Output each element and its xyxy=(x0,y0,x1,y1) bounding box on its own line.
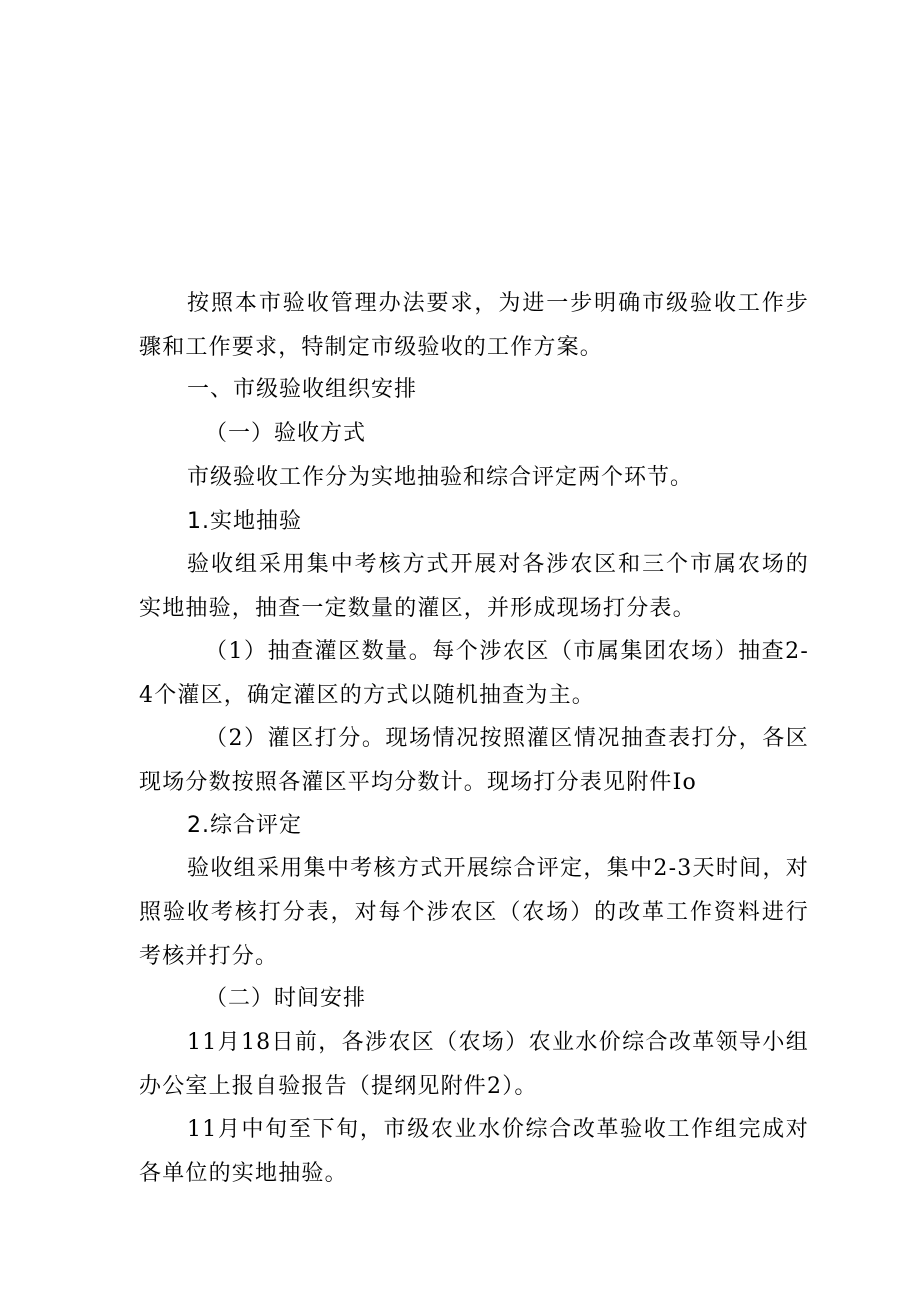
item-heading-1: 1.实地抽验 xyxy=(187,509,302,534)
intro-paragraph: 按照本市验收管理办法要求，为进一步明确市级验收工作步骤和工作要求，特制定市级验收的工作方案。 xyxy=(139,291,809,360)
schedule-paragraph-1: 11月18日前，各涉农区（农场）农业水价综合改革领导小组办公室上报自验报告（提纲见附件2）。 xyxy=(139,1030,809,1099)
item-body-1: 验收组采用集中考核方式开展对各涉农区和三个市属农场的实地抽验，抽查一定数量的灌区，并形成现场打分表。 xyxy=(139,552,809,621)
item-point-2: （2）灌区打分。现场情况按照灌区情况抽查表打分，各区现场分数按照各灌区平均分数计。现场打分表见附件Io xyxy=(139,726,809,795)
schedule-paragraph-2: 11月中旬至下旬，市级农业水价综合改革验收工作组完成对各单位的实地抽验。 xyxy=(139,1117,809,1186)
subsection-lead-1: 市级验收工作分为实地抽验和综合评定两个环节。 xyxy=(187,465,694,490)
subsection-heading-1: （一）验收方式 xyxy=(205,421,367,446)
section-heading-1: 一、市级验收组织安排 xyxy=(187,377,418,402)
subsection-heading-2: （二）时间安排 xyxy=(205,986,367,1011)
item-body-2: 验收组采用集中考核方式开展综合评定，集中2-3天时间，对照验收考核打分表，对每个涉农区（农场）的改革工作资料进行考核并打分。 xyxy=(139,856,809,969)
item-heading-2: 2.综合评定 xyxy=(187,813,302,838)
item-point-1: （1）抽查灌区数量。每个涉农区（市属集团农场）抽查2-4个灌区，确定灌区的方式以随机抽查为主。 xyxy=(139,639,809,708)
